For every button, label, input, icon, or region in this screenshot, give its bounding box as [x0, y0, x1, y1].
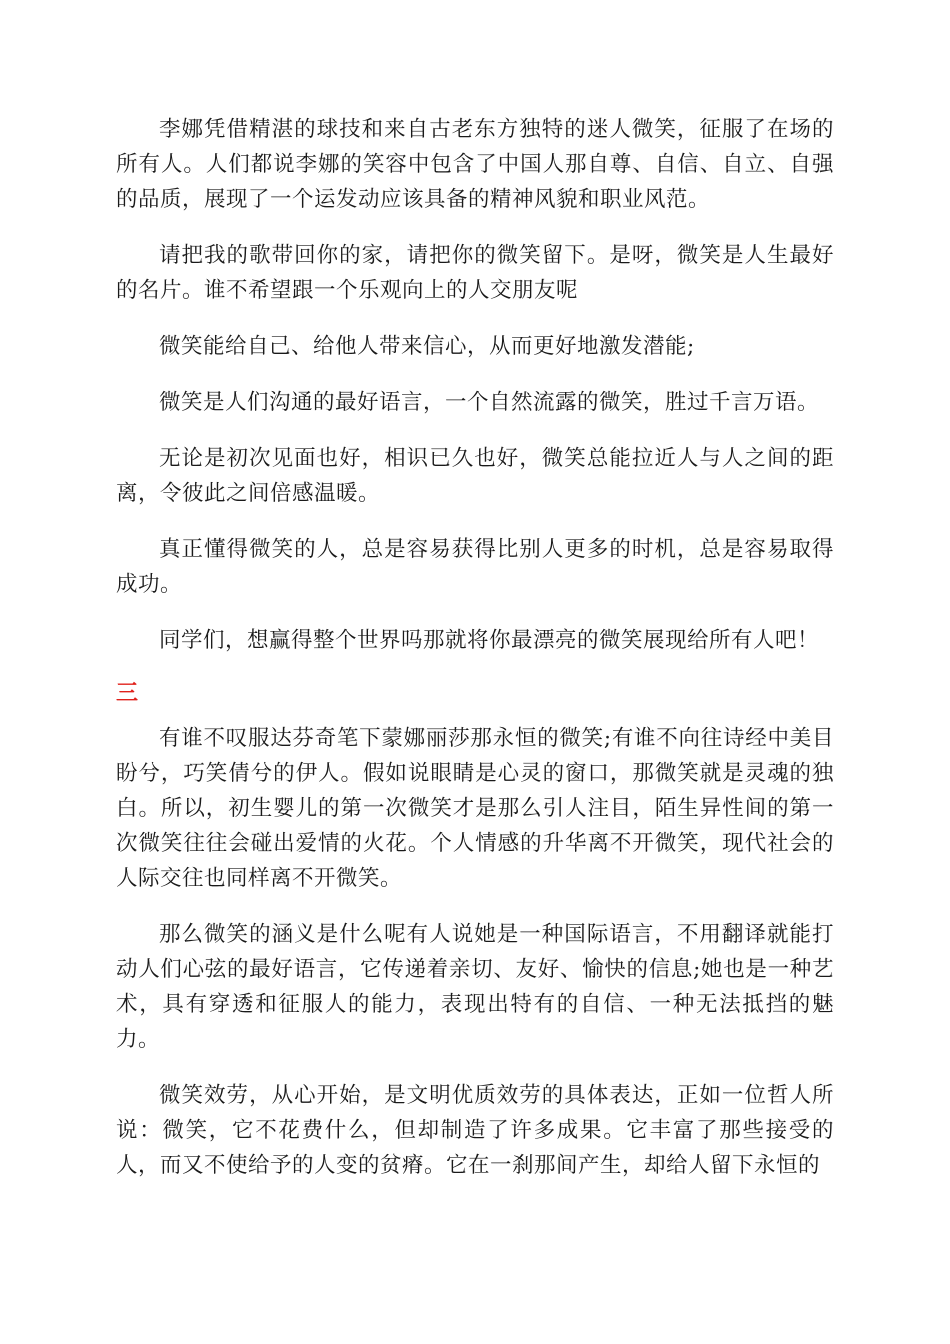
- section-heading: 三: [116, 680, 139, 706]
- paragraph: 无论是初次见面也好，相识已久也好，微笑总能拉近人与人之间的距离，令彼此之间倍感温暖。: [116, 446, 834, 506]
- document-page: [116, 112, 834, 1204]
- paragraph: 李娜凭借精湛的球技和来自古老东方独特的迷人微笑，征服了在场的所有人。人们都说李娜的笑容中包含了中国人那自尊、自信、自立、自强的品质，展现了一个运发动应该具备的精神风貌和职业风范。: [116, 117, 834, 212]
- paragraph: 请把我的歌带回你的家，请把你的微笑留下。是呀，微笑是人生最好的名片。谁不希望跟一个乐观向上的人交朋友呢: [116, 243, 834, 303]
- paragraph: 真正懂得微笑的人，总是容易获得比别人更多的时机，总是容易取得成功。: [116, 537, 834, 597]
- paragraph: 微笑能给自己、给他人带来信心，从而更好地激发潜能;: [159, 334, 695, 359]
- paragraph: 有谁不叹服达芬奇笔下蒙娜丽莎那永恒的微笑;有谁不向往诗经中美目盼兮，巧笑倩兮的伊人。假如说眼睛是心灵的窗口，那微笑就是灵魂的独白。所以，初生婴儿的第一次微笑才是那么引人注目，陌生异性间的第一次微笑往往会碰出爱情的火花。个人情感的升华离不开微笑，现代社会的人际交往也同样离不开微笑。: [116, 726, 834, 891]
- paragraph: 同学们，想赢得整个世界吗那就将你最漂亮的微笑展现给所有人吧！: [159, 628, 820, 653]
- paragraph: 微笑效劳，从心开始，是文明优质效劳的具体表达，正如一位哲人所说：微笑，它不花费什么，但却制造了许多成果。它丰富了那些接受的人，而又不使给予的人变的贫瘠。它在一刹那间产生，却给人留下永恒的: [116, 1083, 834, 1178]
- paragraph: 那么微笑的涵义是什么呢有人说她是一种国际语言，不用翻译就能打动人们心弦的最好语言，它传递着亲切、友好、愉快的信息;她也是一种艺术，具有穿透和征服人的能力，表现出特有的自信、一种无法抵挡的魅力。: [116, 922, 834, 1052]
- paragraph: 微笑是人们沟通的最好语言，一个自然流露的微笑，胜过千言万语。: [159, 390, 820, 415]
